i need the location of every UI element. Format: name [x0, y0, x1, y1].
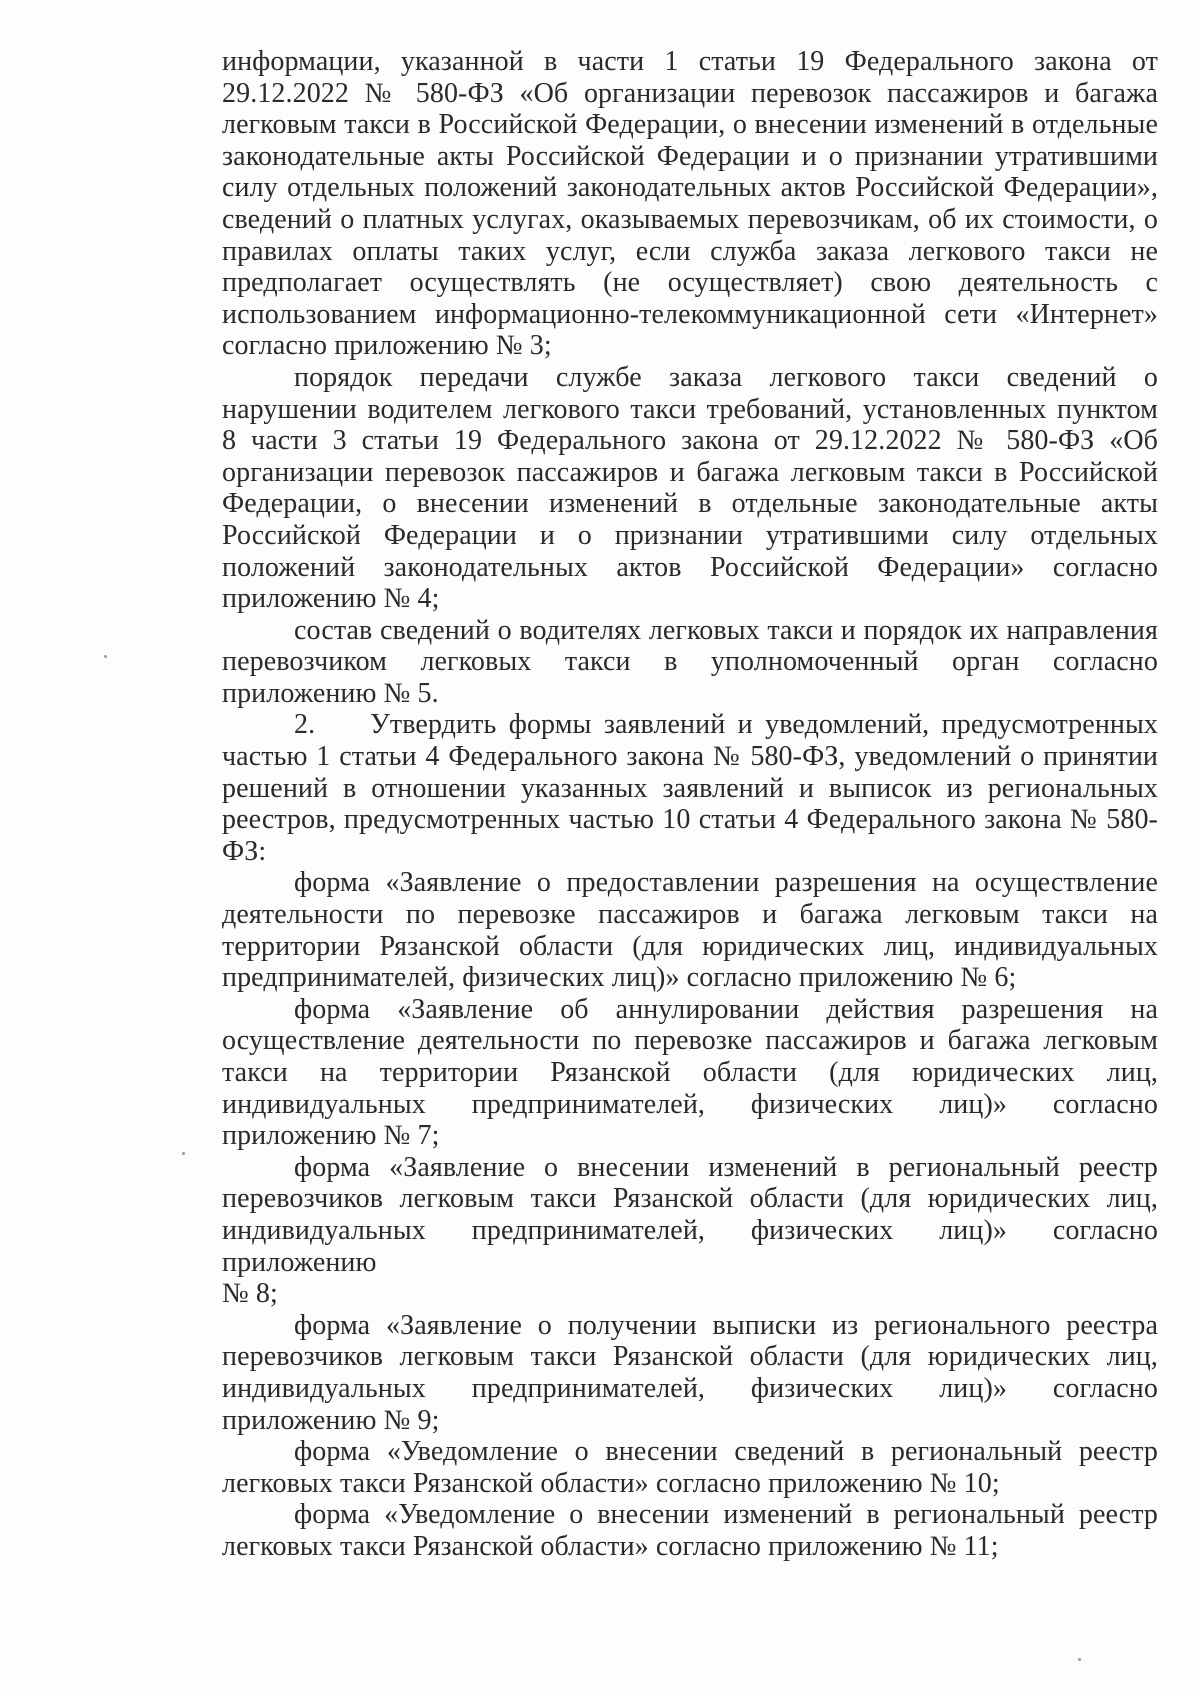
- scan-speck: [182, 1152, 185, 1155]
- form-item: форма «Заявление об аннулировании действия разрешения на осуществление деятельности по перевозке пассажиров и багажа легковым такси на территории Рязанской области (для юридических лиц, индивидуальных предпринимателей, физических лиц)» согласно приложению № 7;: [222, 993, 1158, 1152]
- numbered-clause: [222, 709, 1158, 867]
- scan-speck: [104, 655, 107, 658]
- form-item: форма «Уведомление о внесении сведений в региональный реестр легковых такси Рязанской области» согласно приложению № 10;: [222, 1436, 1158, 1499]
- form-item: форма «Заявление о получении выписки из регионального реестра перевозчиков легковым такси Рязанской области (для юридических лиц, индивидуальных предпринимателей, физических лиц)» согласно приложению № 9;: [222, 1309, 1158, 1436]
- paragraph-item: состав сведений о водителях легковых такси и порядок их направления перевозчиком легковых такси в уполномоченный орган согласно приложению № 5.: [222, 614, 1158, 709]
- clause-text: Утвердить формы заявлений и уведомлений, предусмотренных частью 1 статьи 4 Федерального закона № 580-ФЗ, уведомлений о принятии решений в отношении указанных заявлений и выписок из региональных реестров, предусмотренных частью 10 статьи 4 Федерального закона № 580-ФЗ:: [222, 709, 1158, 867]
- scan-speck: [1078, 1658, 1081, 1661]
- form-item: форма «Уведомление о внесении изменений в региональный реестр легковых такси Рязанской области» согласно приложению № 11;: [222, 1499, 1158, 1562]
- paragraph-continuation: информации, указанной в части 1 статьи 19 Федерального закона от 29.12.2022 № 580-ФЗ «Об организации перевозок пассажиров и багажа легковым такси в Российской Федерации, о внесении изменений в отдельные законодательные акты Российской Федерации и о признании утратившими силу отдельных положений законодательных актов Российской Федерации», сведений о платных услугах, оказываемых перевозчикам, об их стоимости, о правилах оплаты таких услуг, если служба заказа легкового такси не предполагает осуществлять (не осуществляет) свою деятельность с использованием информационно-телекоммуникационной сети «Интернет» согласно приложению № 3;: [222, 46, 1158, 362]
- clause-number: 2.: [294, 709, 316, 741]
- paragraph-item: порядок передачи службе заказа легкового такси сведений о нарушении водителем легкового такси требований, установленных пунктом 8 части 3 статьи 19 Федерального закона от 29.12.2022 № 580-ФЗ «Об организации перевозок пассажиров и багажа легковым такси в Российской Федерации, о внесении изменений в отдельные законодательные акты Российской Федерации и о признании утратившими силу отдельных положений законодательных актов Российской Федерации» согласно приложению № 4;: [222, 361, 1158, 615]
- form-item: форма «Заявление о внесении изменений в региональный реестр перевозчиков легковым такси Рязанской области (для юридических лиц, индивидуальных предпринимателей, физических лиц)» согласно приложению: [222, 1151, 1158, 1278]
- form-item-tail: № 8;: [222, 1278, 278, 1310]
- form-item: форма «Заявление о предоставлении разрешения на осуществление деятельности по перевозке пассажиров и багажа легковым такси на территории Рязанской области (для юридических лиц, индивидуальных предпринимателей, физических лиц)» согласно приложению № 6;: [222, 867, 1158, 994]
- document-body: [222, 46, 1158, 1563]
